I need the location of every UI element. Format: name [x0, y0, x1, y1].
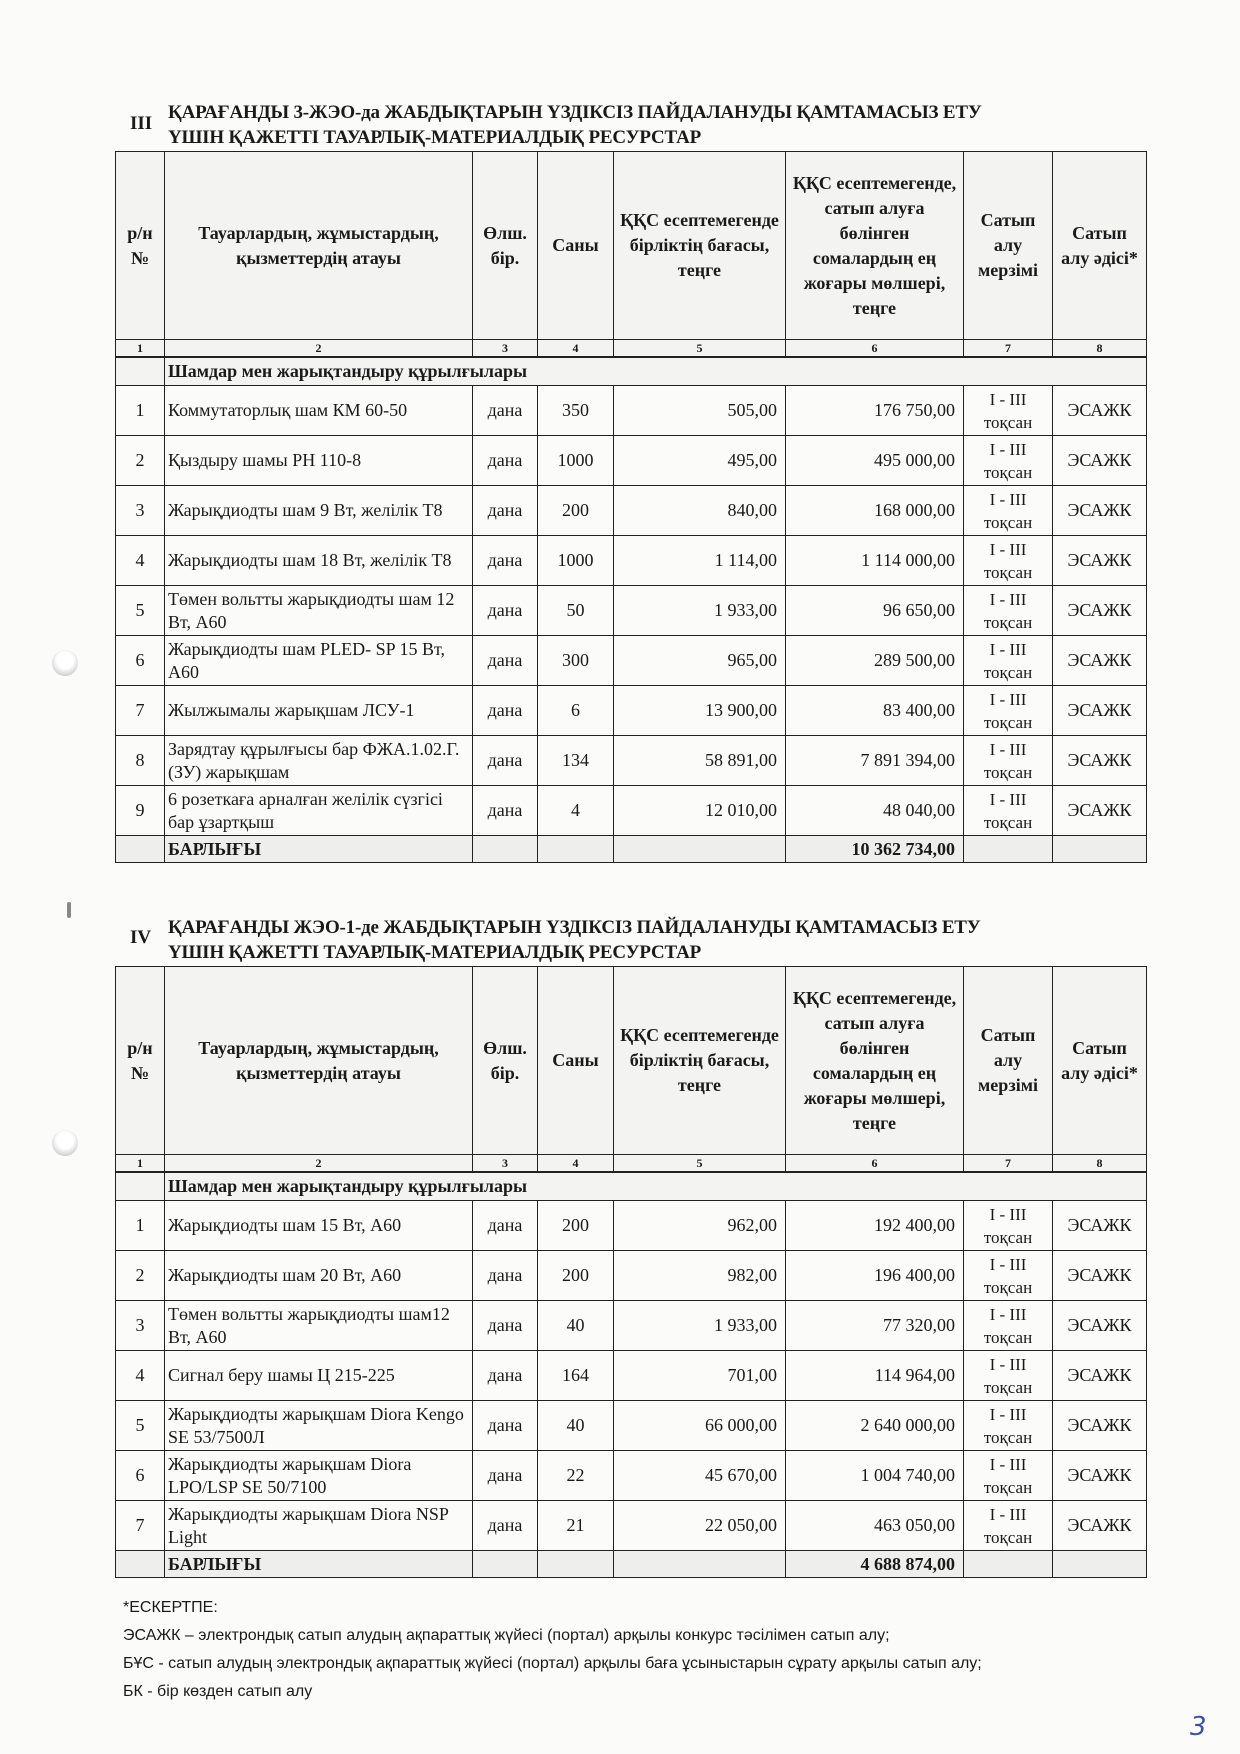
col-header-method: Сатып алу әдісі*	[1053, 152, 1147, 340]
item-method: ЭСАЖК	[1053, 486, 1147, 536]
item-unit: дана	[473, 636, 538, 686]
table-row	[116, 1501, 1147, 1551]
item-method: ЭСАЖК	[1053, 686, 1147, 736]
item-name: Жарықдиодты жарықшам Diora NSP Light	[165, 1501, 473, 1551]
item-qty: 6	[538, 686, 614, 736]
row-number: 1	[116, 386, 165, 436]
item-name: Жарықдиодты шам PLED- SP 15 Вт, А60	[165, 636, 473, 686]
item-total: 48 040,00	[786, 786, 964, 836]
header-row	[116, 152, 1147, 340]
item-total: 192 400,00	[786, 1201, 964, 1251]
group-label: Шамдар мен жарықтандыру құрылғылары	[165, 1172, 1147, 1201]
item-term: I - III тоқсан	[964, 1201, 1053, 1251]
item-unit-price: 12 010,00	[614, 786, 786, 836]
col-header-qty: Саны	[538, 967, 614, 1155]
item-unit: дана	[473, 1351, 538, 1401]
footnote-line: ЭСАЖК – электрондық сатып алудың ақпараттық жүйесі (портал) арқылы конкурс тәсілімен сатып алу;	[123, 1627, 890, 1644]
item-method: ЭСАЖК	[1053, 386, 1147, 436]
item-unit: дана	[473, 436, 538, 486]
scan-mark-artifact	[67, 902, 71, 918]
section-title: ҚАРАҒАНДЫ 3-ЖЭО-да ЖАБДЫҚТАРЫН ҮЗДІКСІЗ ПАЙДАЛАНУДЫ ҚАМТАМАСЫЗ ЕТУ ҮШІН ҚАЖЕТТІ ТАУАРЛЫҚ-МАТЕРИАЛДЫҚ РЕСУРСТАР	[168, 102, 982, 148]
item-method: ЭСАЖК	[1053, 736, 1147, 786]
resources-table-iv	[115, 966, 1147, 1578]
row-number: 5	[116, 1401, 165, 1451]
item-total: 96 650,00	[786, 586, 964, 636]
section-number: IV	[130, 927, 152, 948]
item-name: Зарядтау құрылғысы бар ФЖА.1.02.Г. (ЗУ) жарықшам	[165, 736, 473, 786]
item-method: ЭСАЖК	[1053, 536, 1147, 586]
section-number: III	[130, 113, 153, 134]
item-unit: дана	[473, 486, 538, 536]
total-value: 4 688 874,00	[786, 1551, 964, 1578]
table-row	[116, 1451, 1147, 1501]
table-row	[116, 636, 1147, 686]
col-header-num: р/н №	[116, 152, 165, 340]
table-row	[116, 1401, 1147, 1451]
column-index-row: 1 2 3 4 5 6 7 8	[116, 340, 1147, 358]
col-header-unit: Өлш. бір.	[473, 967, 538, 1155]
header-row	[116, 967, 1147, 1155]
item-unit-price: 58 891,00	[614, 736, 786, 786]
item-term: I - III тоқсан	[964, 586, 1053, 636]
item-method: ЭСАЖК	[1053, 1201, 1147, 1251]
item-qty: 134	[538, 736, 614, 786]
table-row	[116, 736, 1147, 786]
item-total: 83 400,00	[786, 686, 964, 736]
item-unit-price: 965,00	[614, 636, 786, 686]
item-qty: 164	[538, 1351, 614, 1401]
item-name: Төмен вольтты жарықдиодты шам 12 Вт, А60	[165, 586, 473, 636]
col-header-name: Тауарлардың, жұмыстардың, қызметтердің атауы	[165, 152, 473, 340]
row-number: 6	[116, 636, 165, 686]
item-unit-price: 1 933,00	[614, 586, 786, 636]
item-unit: дана	[473, 1451, 538, 1501]
item-term: I - III тоқсан	[964, 1351, 1053, 1401]
total-value: 10 362 734,00	[786, 836, 964, 863]
item-method: ЭСАЖК	[1053, 1251, 1147, 1301]
total-label: БАРЛЫҒЫ	[165, 1551, 473, 1578]
item-qty: 21	[538, 1501, 614, 1551]
item-unit: дана	[473, 1401, 538, 1451]
group-row	[116, 1172, 1147, 1201]
row-number: 6	[116, 1451, 165, 1501]
table-row	[116, 686, 1147, 736]
section-title: ҚАРАҒАНДЫ ЖЭО-1-де ЖАБДЫҚТАРЫН ҮЗДІКСІЗ ПАЙДАЛАНУДЫ ҚАМТАМАСЫЗ ЕТУ ҮШІН ҚАЖЕТТІ ТАУАРЛЫҚ-МАТЕРИАЛДЫҚ РЕСУРСТАР	[168, 917, 981, 963]
row-number: 4	[116, 536, 165, 586]
item-qty: 40	[538, 1301, 614, 1351]
item-qty: 1000	[538, 436, 614, 486]
item-name: Қыздыру шамы РН 110-8	[165, 436, 473, 486]
item-unit-price: 45 670,00	[614, 1451, 786, 1501]
footnote-line: БҰС - сатып алудың электрондық ақпараттық жүйесі (портал) арқылы баға ұсыныстарын сұрату арқылы сатып алу;	[123, 1655, 982, 1672]
row-number: 7	[116, 686, 165, 736]
item-total: 176 750,00	[786, 386, 964, 436]
item-qty: 350	[538, 386, 614, 436]
row-number: 3	[116, 1301, 165, 1351]
item-name: 6 розеткаға арналған желілік сүзгісі бар ұзартқыш	[165, 786, 473, 836]
row-number: 2	[116, 436, 165, 486]
item-term: I - III тоқсан	[964, 486, 1053, 536]
table-row	[116, 586, 1147, 636]
col-header-unit: Өлш. бір.	[473, 152, 538, 340]
item-name: Коммутаторлық шам КМ 60-50	[165, 386, 473, 436]
item-unit: дана	[473, 536, 538, 586]
item-name: Жарықдиодты шам 9 Вт, желілік Т8	[165, 486, 473, 536]
item-method: ЭСАЖК	[1053, 1301, 1147, 1351]
item-qty: 1000	[538, 536, 614, 586]
item-name: Жарықдиодты жарықшам Diora LPO/LSP SE 50/7100	[165, 1451, 473, 1501]
item-unit-price: 22 050,00	[614, 1501, 786, 1551]
item-name: Сигнал беру шамы Ц 215-225	[165, 1351, 473, 1401]
item-term: I - III тоқсан	[964, 536, 1053, 586]
table-body	[116, 1201, 1147, 1551]
item-total: 463 050,00	[786, 1501, 964, 1551]
item-unit: дана	[473, 386, 538, 436]
col-header-total: ҚҚС есептемегенде, сатып алуға бөлінген сомалардың ең жоғары мөлшері, теңге	[786, 967, 964, 1155]
row-number: 9	[116, 786, 165, 836]
row-number: 7	[116, 1501, 165, 1551]
item-unit-price: 495,00	[614, 436, 786, 486]
item-total: 7 891 394,00	[786, 736, 964, 786]
item-term: I - III тоқсан	[964, 1401, 1053, 1451]
resources-table-iii	[115, 151, 1147, 863]
table-body	[116, 386, 1147, 836]
item-unit: дана	[473, 736, 538, 786]
column-index-row: 1 2 3 4 5 6 7 8	[116, 1155, 1147, 1173]
item-total: 196 400,00	[786, 1251, 964, 1301]
item-unit-price: 1 933,00	[614, 1301, 786, 1351]
item-unit-price: 505,00	[614, 386, 786, 436]
item-method: ЭСАЖК	[1053, 586, 1147, 636]
table-row	[116, 536, 1147, 586]
total-row	[116, 836, 1147, 863]
item-unit: дана	[473, 1501, 538, 1551]
col-header-term: Сатып алу мерзімі	[964, 967, 1053, 1155]
item-term: I - III тоқсан	[964, 386, 1053, 436]
item-term: I - III тоқсан	[964, 636, 1053, 686]
row-number: 1	[116, 1201, 165, 1251]
col-header-term: Сатып алу мерзімі	[964, 152, 1053, 340]
item-total: 77 320,00	[786, 1301, 964, 1351]
item-name: Жарықдиодты шам 18 Вт, желілік Т8	[165, 536, 473, 586]
item-term: I - III тоқсан	[964, 736, 1053, 786]
item-name: Жарықдиодты шам 15 Вт, А60	[165, 1201, 473, 1251]
item-method: ЭСАЖК	[1053, 1451, 1147, 1501]
row-number: 5	[116, 586, 165, 636]
col-header-name: Тауарлардың, жұмыстардың, қызметтердің атауы	[165, 967, 473, 1155]
item-method: ЭСАЖК	[1053, 436, 1147, 486]
col-header-unit-price: ҚҚС есептемегенде бірліктің бағасы, теңге	[614, 967, 786, 1155]
item-unit: дана	[473, 1301, 538, 1351]
item-method: ЭСАЖК	[1053, 636, 1147, 686]
item-total: 289 500,00	[786, 636, 964, 686]
item-unit-price: 66 000,00	[614, 1401, 786, 1451]
col-header-method: Сатып алу әдісі*	[1053, 967, 1147, 1155]
col-header-num: р/н №	[116, 967, 165, 1155]
item-total: 168 000,00	[786, 486, 964, 536]
table-row	[116, 1301, 1147, 1351]
row-number: 3	[116, 486, 165, 536]
table-row	[116, 486, 1147, 536]
item-unit: дана	[473, 686, 538, 736]
table-row	[116, 1351, 1147, 1401]
table-row	[116, 786, 1147, 836]
item-unit: дана	[473, 586, 538, 636]
handwritten-page-number: 3	[1190, 1712, 1207, 1742]
group-label: Шамдар мен жарықтандыру құрылғылары	[165, 357, 1147, 386]
col-header-unit-price: ҚҚС есептемегенде бірліктің бағасы, теңге	[614, 152, 786, 340]
item-method: ЭСАЖК	[1053, 1351, 1147, 1401]
group-row	[116, 357, 1147, 386]
item-name: Төмен вольтты жарықдиодты шам12 Вт, А60	[165, 1301, 473, 1351]
item-method: ЭСАЖК	[1053, 786, 1147, 836]
table-row	[116, 436, 1147, 486]
punch-hole-artifact	[52, 650, 78, 676]
item-unit: дана	[473, 786, 538, 836]
item-qty: 40	[538, 1401, 614, 1451]
total-label: БАРЛЫҒЫ	[165, 836, 473, 863]
item-total: 2 640 000,00	[786, 1401, 964, 1451]
item-qty: 22	[538, 1451, 614, 1501]
footnote	[123, 1594, 982, 1706]
item-qty: 50	[538, 586, 614, 636]
row-number: 8	[116, 736, 165, 786]
item-method: ЭСАЖК	[1053, 1501, 1147, 1551]
item-term: I - III тоқсан	[964, 1451, 1053, 1501]
item-unit-price: 840,00	[614, 486, 786, 536]
punch-hole-artifact	[52, 1130, 78, 1156]
item-total: 1 004 740,00	[786, 1451, 964, 1501]
item-qty: 200	[538, 1251, 614, 1301]
item-name: Жылжымалы жарықшам ЛСУ-1	[165, 686, 473, 736]
item-qty: 200	[538, 1201, 614, 1251]
item-term: I - III тоқсан	[964, 436, 1053, 486]
total-row	[116, 1551, 1147, 1578]
item-qty: 4	[538, 786, 614, 836]
item-unit-price: 962,00	[614, 1201, 786, 1251]
item-unit: дана	[473, 1201, 538, 1251]
item-unit-price: 13 900,00	[614, 686, 786, 736]
item-term: I - III тоқсан	[964, 786, 1053, 836]
row-number: 4	[116, 1351, 165, 1401]
item-name: Жарықдиодты жарықшам Diora Kengo SE 53/7500Л	[165, 1401, 473, 1451]
footnote-line: БК - бір көзден сатып алу	[123, 1683, 313, 1700]
item-name: Жарықдиодты шам 20 Вт, А60	[165, 1251, 473, 1301]
col-header-total: ҚҚС есептемегенде, сатып алуға бөлінген сомалардың ең жоғары мөлшері, теңге	[786, 152, 964, 340]
item-term: I - III тоқсан	[964, 1501, 1053, 1551]
item-total: 1 114 000,00	[786, 536, 964, 586]
row-number: 2	[116, 1251, 165, 1301]
item-term: I - III тоқсан	[964, 686, 1053, 736]
item-qty: 200	[538, 486, 614, 536]
item-total: 114 964,00	[786, 1351, 964, 1401]
item-qty: 300	[538, 636, 614, 686]
item-unit-price: 701,00	[614, 1351, 786, 1401]
item-term: I - III тоқсан	[964, 1251, 1053, 1301]
table-row	[116, 386, 1147, 436]
item-unit-price: 1 114,00	[614, 536, 786, 586]
item-total: 495 000,00	[786, 436, 964, 486]
item-method: ЭСАЖК	[1053, 1401, 1147, 1451]
item-unit: дана	[473, 1251, 538, 1301]
col-header-qty: Саны	[538, 152, 614, 340]
item-unit-price: 982,00	[614, 1251, 786, 1301]
item-term: I - III тоқсан	[964, 1301, 1053, 1351]
table-row	[116, 1251, 1147, 1301]
footnote-heading: *ЕСКЕРТПЕ:	[123, 1599, 218, 1616]
table-row	[116, 1201, 1147, 1251]
